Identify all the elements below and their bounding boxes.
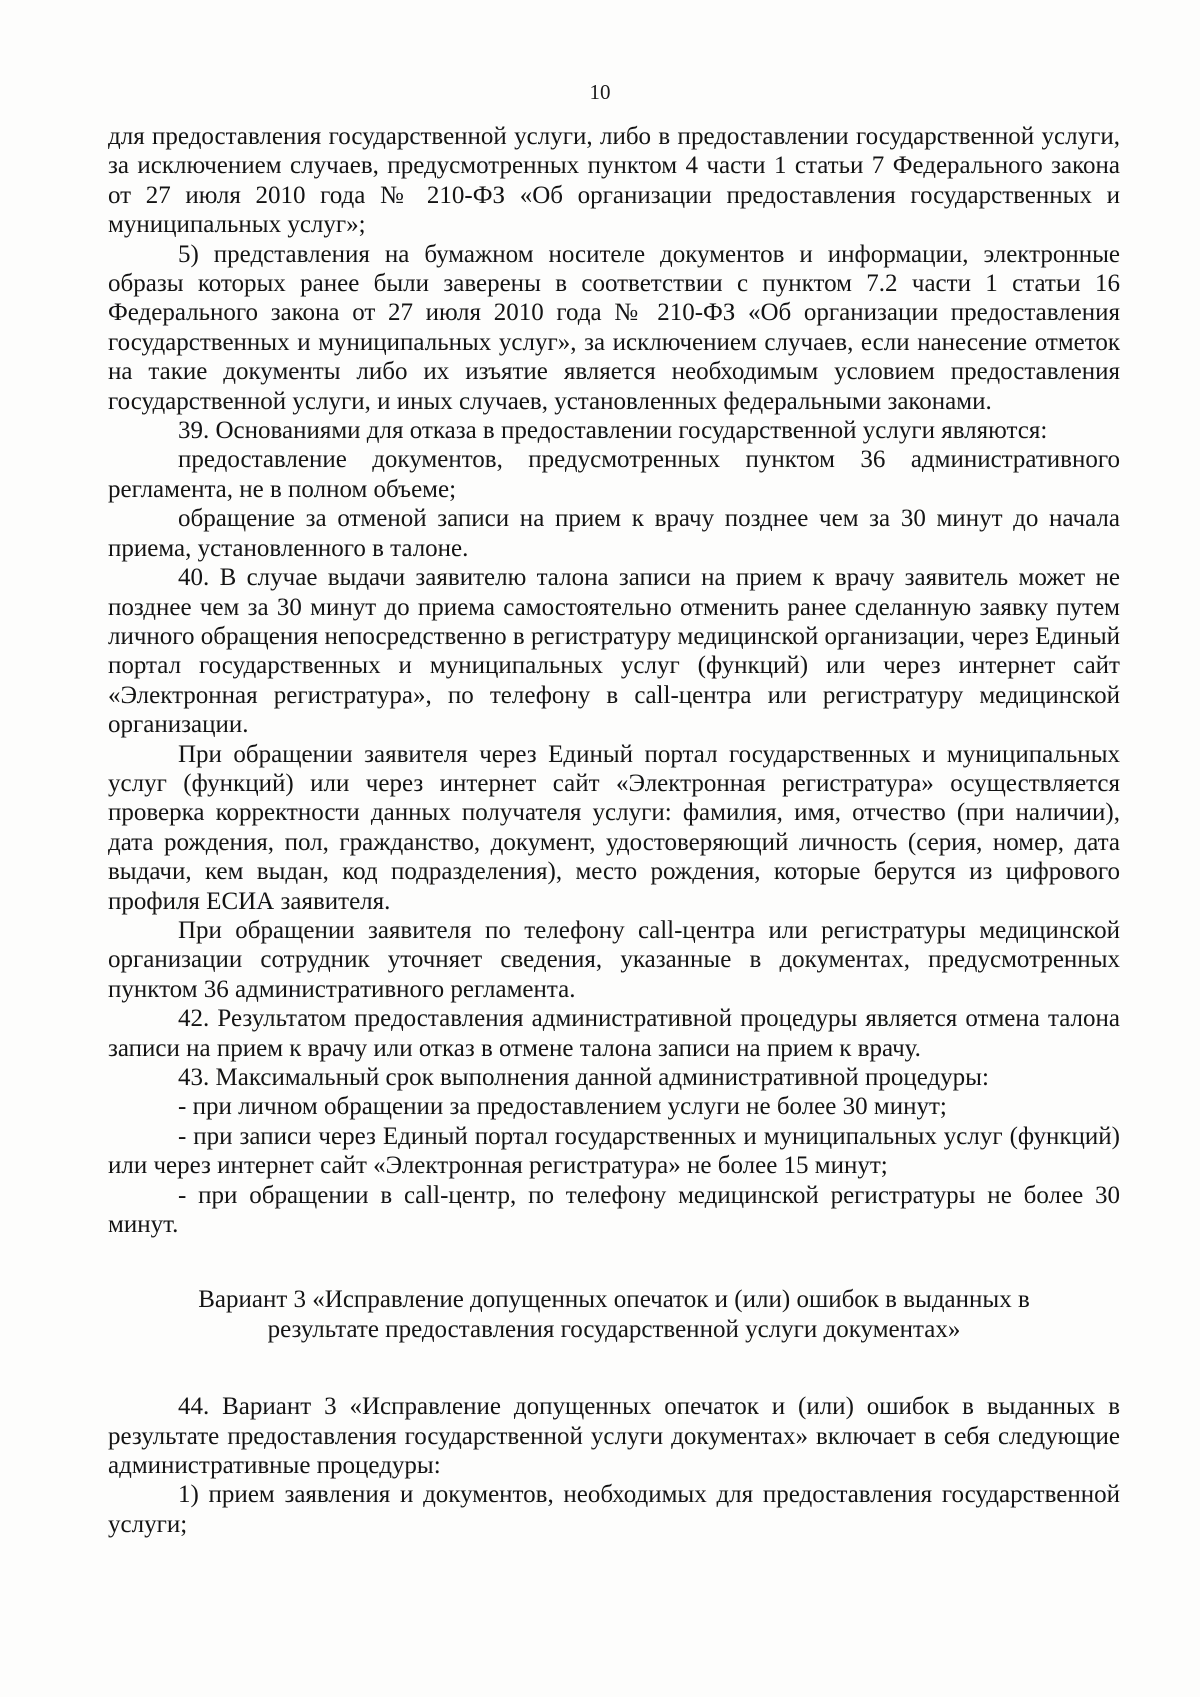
page-number: 10 [589,80,611,104]
section-heading [128,1285,1100,1344]
paragraph: - при личном обращении за предоставлением услуги не более 30 минут; [178,1093,947,1121]
paragraph: предоставление документов, предусмотренных пунктом 36 административного регламента, не в полном объеме; [108,446,1120,503]
paragraph: 44. Вариант 3 «Исправление допущенных опечаток и (или) ошибок в выданных в результате предоставления государственной услуги документах» включает в себя следующие административные процедуры: [108,1393,1120,1480]
paragraph: При обращении заявителя по телефону call-центра или регистратуры медицинской организации сотрудник уточняет сведения, указанные в документах, предусмотренных пунктом 36 административного регламента. [108,916,1120,1003]
paragraph: 1) прием заявления и документов, необходимых для предоставления государственной услуги; [108,1481,1120,1538]
paragraph: 39. Основаниями для отказа в предоставлении государственной услуги являются: [178,417,1048,445]
paragraph: 5) представления на бумажном носителе документов и информации, электронные образы которых ранее были заверены в соответствии с пунктом 7.2 части 1 статьи 16 Федерального закона от 27 июля 2010 года № 210-ФЗ «Об организации предоставления государственных и муниципальных услуг», за исключением случаев, если нанесение отметок на такие документы либо их изъятие является необходимым условием предоставления государственной услуги, и иных случаев, установленных федеральными законами. [108,240,1120,415]
paragraph: - при записи через Единый портал государственных и муниципальных услуг (функций) или через интернет сайт «Электронная регистратура» не более 15 минут; [108,1122,1120,1180]
paragraph: 40. В случае выдачи заявителю талона записи на прием к врачу заявитель может не позднее чем за 30 минут до приема самостоятельно отменить ранее сделанную заявку путем личного обращения непосредственно в регистратуру медицинской организации, через Единый портал государственных и муниципальных услуг (функций) или через интернет сайт «Электронная регистратура», по телефону в call-центра или регистратуру медицинской организации. [108,564,1120,739]
paragraph: 43. Максимальный срок выполнения данной административной процедуры: [178,1064,989,1091]
document-body [108,122,1120,1539]
section-heading-line-2: результате предоставления государственной услуги документах» [267,1315,961,1343]
paragraph: для предоставления государственной услуги, либо в предоставлении государственной услуги, за исключением случаев, предусмотренных пунктом 4 части 1 статьи 7 Федерального закона от 27 июля 2010 года № 210-ФЗ «Об организации предоставления государственных и муниципальных услуг»; [108,123,1120,239]
section-heading-line-1: Вариант 3 «Исправление допущенных опечаток и (или) ошибок в выданных в [198,1286,1030,1314]
paragraph: обращение за отменой записи на прием к врачу позднее чем за 30 минут до начала приема, установленного в талоне. [108,505,1120,562]
paragraph: - при обращении в call-центр, по телефону медицинской регистратуры не более 30 минут. [108,1181,1120,1239]
paragraph: 42. Результатом предоставления административной процедуры является отмена талона записи на прием к врачу или отказ в отмене талона записи на прием к врачу. [108,1005,1120,1062]
paragraph: При обращении заявителя через Единый портал государственных и муниципальных услуг (функций) или через интернет сайт «Электронная регистратура» осуществляется проверка корректности данных получателя услуги: фамилия, имя, отчество (при наличии), дата рождения, пол, гражданство, документ, удостоверяющий личность (серия, номер, дата выдачи, кем выдан, код подразделения), место рождения, которые берутся из цифрового профиля ЕСИА заявителя. [108,740,1120,915]
